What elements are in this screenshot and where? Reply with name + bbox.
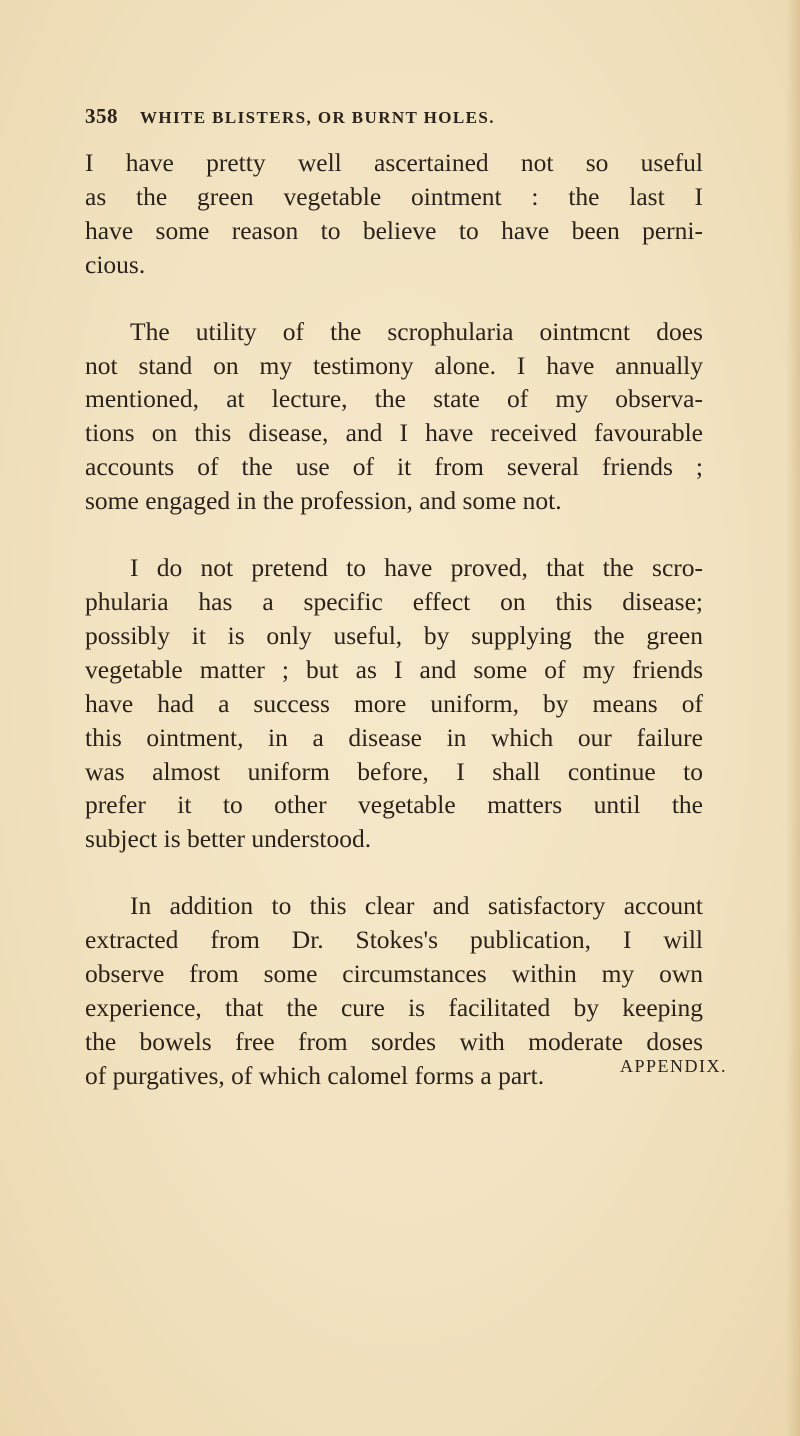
- text-line: this ointment, in a disease in which our failure: [85, 722, 703, 752]
- text-line: accounts of the use of it from several friends ;: [85, 452, 703, 482]
- text-line: extracted from Dr. Stokes's publication, I will: [85, 925, 703, 955]
- text-line: possibly it is only useful, by supplying the green: [85, 620, 703, 650]
- text-line: phularia has a specific effect on this disease;: [85, 586, 703, 616]
- text-line: subject is better understood.: [85, 824, 372, 854]
- text-line: In addition to this clear and satisfactory account: [130, 891, 703, 921]
- text-line: cious.: [85, 249, 146, 279]
- paragraph-1: [85, 146, 703, 282]
- text-line: as the green vegetable ointment : the last I: [85, 181, 703, 211]
- text-line: vegetable matter ; but as I and some of my friends: [85, 654, 703, 684]
- body-text: [85, 146, 703, 1093]
- text-line: prefer it to other vegetable matters until the: [85, 790, 703, 820]
- text-line: was almost uniform before, I shall continue to: [85, 756, 703, 786]
- text-line: observe from some circumstances within my own: [85, 959, 703, 989]
- running-head: [85, 104, 685, 134]
- paragraph-2: [85, 315, 703, 518]
- text-line: some engaged in the profession, and some not.: [85, 486, 562, 516]
- text-line: tions on this disease, and I have received favourable: [85, 418, 703, 448]
- text-line: mentioned, at lecture, the state of my observa-: [85, 384, 703, 414]
- text-line: have some reason to believe to have been perni-: [85, 215, 703, 245]
- text-line: the bowels free from sordes with moderate doses: [85, 1026, 703, 1056]
- paragraph-3: [85, 551, 703, 856]
- text-line: have had a success more uniform, by means of: [85, 688, 703, 718]
- paragraph-4: [85, 889, 703, 1092]
- running-title: WHITE BLISTERS, OR BURNT HOLES.: [140, 108, 495, 127]
- text-line: The utility of the scrophularia ointmcnt does: [130, 316, 703, 346]
- page-edge-shadow: [786, 0, 800, 1436]
- text-line: experience, that the cure is facilitated by keeping: [85, 992, 703, 1022]
- catchword: APPENDIX.: [620, 1056, 728, 1076]
- text-line: of purgatives, of which calomel forms a part.: [85, 1060, 545, 1090]
- page-number: 358: [85, 104, 118, 128]
- text-line: I have pretty well ascertained not so useful: [85, 148, 703, 177]
- text-line: I do not pretend to have proved, that the scro-: [130, 553, 703, 583]
- text-line: not stand on my testimony alone. I have annually: [85, 350, 703, 380]
